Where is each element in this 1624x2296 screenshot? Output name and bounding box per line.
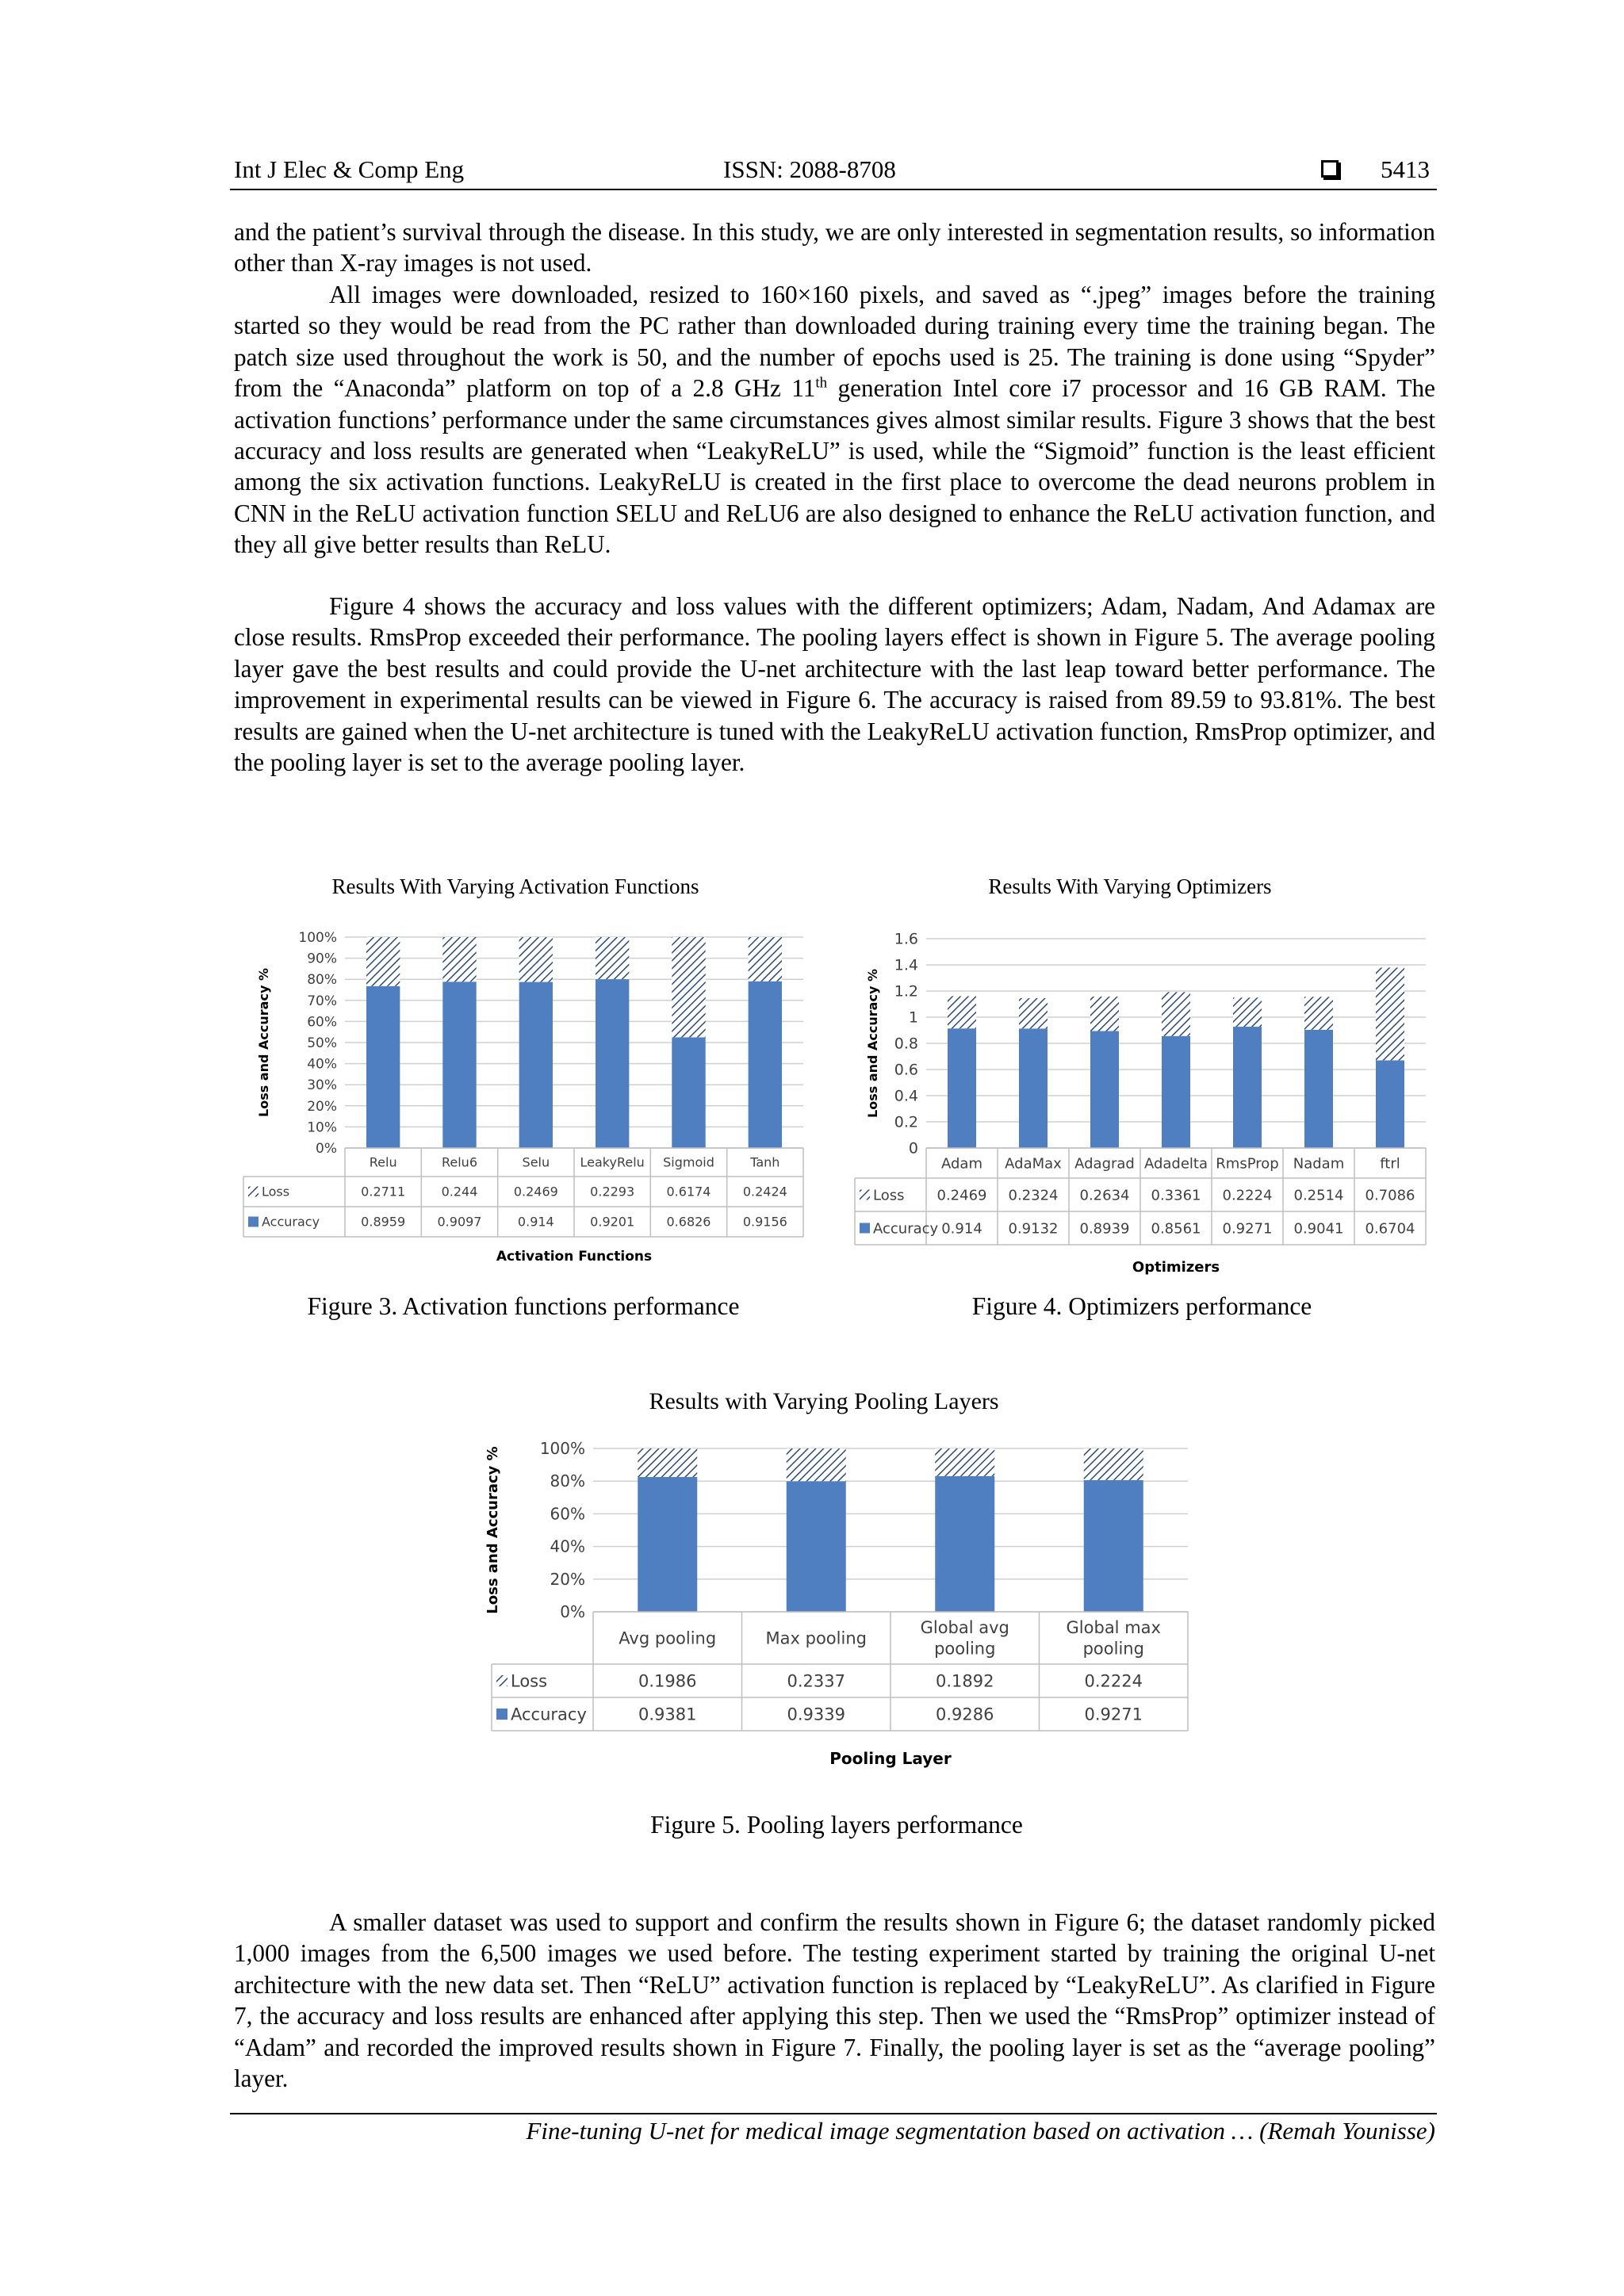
figure-3-caption: Figure 3. Activation functions performance xyxy=(307,1292,740,1320)
category-label: Nadam xyxy=(1293,1155,1345,1173)
bar-loss xyxy=(1090,997,1119,1031)
data-value: 0.9381 xyxy=(638,1705,697,1724)
category-label: LeakyRelu xyxy=(580,1154,645,1170)
data-value: 0.2224 xyxy=(1084,1671,1143,1691)
data-value: 0.2469 xyxy=(513,1184,558,1200)
y-tick-label: 0.6 xyxy=(894,1061,918,1079)
y-axis-label: Loss and Accuracy % xyxy=(256,968,271,1117)
bar-accuracy xyxy=(596,979,629,1148)
bar-loss xyxy=(1019,998,1048,1028)
category-label: ftrl xyxy=(1380,1155,1400,1173)
data-value: 0.9286 xyxy=(936,1705,994,1724)
data-value: 0.914 xyxy=(517,1214,554,1230)
data-value: 0.3361 xyxy=(1151,1187,1201,1204)
category-label: pooling xyxy=(934,1639,996,1659)
bar-loss xyxy=(935,1448,994,1476)
paragraph-2 xyxy=(234,279,1435,561)
legend-label: Accuracy xyxy=(262,1214,320,1230)
footer-rule xyxy=(230,2113,1437,2114)
y-axis-label: Loss and Accuracy % xyxy=(865,969,880,1118)
data-value: 0.914 xyxy=(941,1220,982,1238)
category-label: Selu xyxy=(522,1154,550,1170)
data-value: 0.9271 xyxy=(1084,1705,1143,1724)
legend-label: Loss xyxy=(262,1184,290,1200)
bar-loss xyxy=(948,996,976,1028)
bar-accuracy xyxy=(1233,1027,1262,1148)
y-tick-label: 0.2 xyxy=(894,1113,918,1131)
category-label: Adam xyxy=(941,1155,982,1173)
data-value: 0.6174 xyxy=(666,1184,711,1200)
data-value: 0.8959 xyxy=(361,1214,406,1230)
category-label: Global avg xyxy=(920,1618,1009,1638)
bar-loss xyxy=(787,1448,846,1481)
bar-accuracy xyxy=(787,1481,846,1612)
running-header-journal: Int J Elec & Comp Eng xyxy=(234,155,465,183)
running-header-issn: ISSN: 2088-8708 xyxy=(723,155,896,183)
y-tick-label: 90% xyxy=(307,951,337,967)
bar-accuracy xyxy=(638,1477,697,1612)
category-label: Relu xyxy=(369,1154,397,1170)
bar-loss xyxy=(749,937,782,982)
legend-label: Loss xyxy=(511,1671,548,1691)
data-value: 0.1892 xyxy=(936,1671,994,1691)
data-value: 0.2337 xyxy=(787,1671,845,1691)
bar-accuracy xyxy=(1090,1031,1119,1148)
y-tick-label: 80% xyxy=(550,1471,585,1491)
bar-accuracy xyxy=(442,982,476,1148)
figure-5-chart xyxy=(480,1376,1193,1788)
bar-loss xyxy=(1233,997,1262,1027)
data-value: 0.8561 xyxy=(1151,1220,1201,1238)
y-tick-label: 0.8 xyxy=(894,1035,918,1053)
category-label: Sigmoid xyxy=(663,1154,714,1170)
paragraph-2-part-b: generation Intel core i7 processor and 16 GB RAM. The activation functions’ performance under the same circumstances gives almost similar results. Figure 3 shows that the best accuracy and loss results are generated when “LeakyReLU” is used, while the “Sigmoid” function is the least efficient among the six activation functions. LeakyReLU is created in the first place to overcome the dead neurons problem in CNN in the ReLU activation function SELU and ReLU6 are also designed to enhance the ReLU activation function, and they all give better results than ReLU. xyxy=(234,374,1435,559)
y-tick-label: 10% xyxy=(307,1119,337,1136)
legend-key-accuracy xyxy=(248,1217,259,1227)
paragraph-4: A smaller dataset was used to support and confirm the results shown in Figure 6; the dataset randomly picked 1,000 images from the 6,500 images we used before. The testing experiment started by training the original U-net architecture with the new data set. Then “ReLU” activation function is replaced by “LeakyReLU”. As clarified in Figure 7, the accuracy and loss results are enhanced after applying this step. Then we used the “RmsProp” optimizer instead of “Adam” and recorded the improved results shown in Figure 7. Finally, the pooling layer is set as the “average pooling” layer. xyxy=(234,1908,1435,2093)
paragraph-2-part-a: All images were downloaded, resized to 160×160 pixels, and saved as “.jpeg” images before the training started so they would be read from the PC rather than downloaded during training every time the training began. The patch size used throughout the work is 50, and the number of epochs used is 25. The training is done using “Spyder” from the “Anaconda” platform on top of a 2.8 GHz 11 xyxy=(234,281,1435,403)
y-tick-label: 1.6 xyxy=(894,930,918,948)
header-rule xyxy=(230,189,1437,190)
data-value: 0.6704 xyxy=(1365,1220,1415,1238)
data-value: 0.6826 xyxy=(666,1214,711,1230)
data-value: 0.2514 xyxy=(1293,1187,1344,1204)
data-value: 0.9339 xyxy=(787,1705,845,1724)
data-value: 0.9132 xyxy=(1008,1220,1059,1238)
paragraph-3: Figure 4 shows the accuracy and loss values with the different optimizers; Adam, Nadam, And Adamax are close results. RmsProp exceeded their performance. The pooling layers effect is shown in Figure 5. The average pooling layer gave the best results and could provide the U-net architecture with the last leap toward better performance. The improvement in experimental results can be viewed in Figure 6. The accuracy is raised from 89.59 to 93.81%. The best results are gained when the U-net architecture is tuned with the LeakyReLU activation function, RmsProp optimizer, and the pooling layer is set to the average pooling layer. xyxy=(234,592,1435,777)
category-label: Global max xyxy=(1066,1618,1161,1638)
y-tick-label: 1.4 xyxy=(894,956,918,974)
data-value: 0.244 xyxy=(441,1184,478,1200)
figure-4-caption: Figure 4. Optimizers performance xyxy=(971,1292,1312,1320)
y-tick-label: 1 xyxy=(908,1008,918,1027)
legend-key-loss xyxy=(496,1675,508,1686)
bar-accuracy xyxy=(1084,1480,1143,1612)
y-tick-label: 50% xyxy=(307,1035,337,1051)
x-axis-label: Activation Functions xyxy=(496,1249,653,1265)
data-value: 0.2634 xyxy=(1079,1187,1130,1204)
y-axis-label: Loss and Accuracy % xyxy=(485,1446,501,1614)
legend-label: Loss xyxy=(873,1187,905,1204)
category-label: Tanh xyxy=(750,1154,780,1170)
paragraph-2-superscript: th xyxy=(815,374,828,392)
y-tick-label: 20% xyxy=(550,1569,585,1589)
bar-accuracy xyxy=(1376,1060,1404,1148)
figure-3-chart xyxy=(234,864,813,1269)
data-value: 0.2324 xyxy=(1008,1187,1059,1204)
category-label: pooling xyxy=(1082,1639,1144,1659)
x-axis-label: Pooling Layer xyxy=(829,1749,952,1768)
bar-accuracy xyxy=(749,982,782,1148)
y-tick-label: 60% xyxy=(307,1014,337,1031)
category-label: RmsProp xyxy=(1216,1155,1279,1173)
figure-5-caption: Figure 5. Pooling layers performance xyxy=(650,1811,1023,1839)
y-tick-label: 0% xyxy=(560,1602,585,1621)
y-tick-label: 40% xyxy=(550,1536,585,1556)
bar-accuracy xyxy=(1304,1030,1333,1148)
bar-accuracy xyxy=(1019,1028,1048,1148)
data-value: 0.2224 xyxy=(1222,1187,1273,1204)
chart-title: Results With Varying Activation Functions xyxy=(331,874,699,898)
data-value: 0.2424 xyxy=(742,1184,787,1200)
data-value: 0.2711 xyxy=(361,1184,406,1200)
bar-accuracy xyxy=(672,1037,705,1148)
y-tick-label: 70% xyxy=(307,993,337,1009)
paragraph-1: and the patient’s survival through the disease. In this study, we are only interested in segmentation results, so information other than X-ray images is not used. xyxy=(234,218,1435,277)
bar-loss xyxy=(638,1448,697,1477)
page-number: 5413 xyxy=(1381,155,1430,183)
bar-accuracy xyxy=(519,982,553,1148)
chart-title: Results With Varying Optimizers xyxy=(988,874,1272,898)
x-axis-label: Optimizers xyxy=(1132,1259,1220,1276)
category-label: Adagrad xyxy=(1074,1155,1135,1173)
y-tick-label: 100% xyxy=(539,1439,585,1458)
square-bullet-icon xyxy=(1321,160,1339,178)
category-label: Adadelta xyxy=(1143,1155,1208,1173)
legend-key-accuracy xyxy=(496,1709,508,1720)
data-value: 0.1986 xyxy=(638,1671,697,1691)
data-value: 0.9097 xyxy=(437,1214,482,1230)
y-tick-label: 80% xyxy=(307,972,337,989)
y-tick-label: 1.2 xyxy=(894,982,918,1001)
running-footer: Fine-tuning U-net for medical image segmentation based on activation … (Remah Younisse) xyxy=(526,2117,1435,2145)
y-tick-label: 0% xyxy=(316,1140,337,1157)
legend-label: Accuracy xyxy=(873,1220,939,1238)
data-value: 0.9271 xyxy=(1222,1220,1273,1238)
bar-accuracy xyxy=(366,986,400,1148)
bar-loss xyxy=(596,937,629,979)
bar-loss xyxy=(442,937,476,982)
data-value: 0.9201 xyxy=(590,1214,635,1230)
bar-loss xyxy=(519,937,553,982)
data-value: 0.2293 xyxy=(590,1184,635,1200)
bar-loss xyxy=(1162,992,1190,1035)
legend-key-loss xyxy=(248,1187,259,1197)
legend-label: Accuracy xyxy=(511,1705,587,1724)
data-value: 0.9156 xyxy=(742,1214,787,1230)
data-value: 0.8939 xyxy=(1079,1220,1130,1238)
bar-loss xyxy=(1376,967,1404,1060)
bar-loss xyxy=(1304,997,1333,1029)
bar-accuracy xyxy=(1162,1036,1190,1148)
bar-loss xyxy=(672,937,705,1037)
legend-key-accuracy xyxy=(860,1223,870,1234)
category-label: Max pooling xyxy=(765,1628,867,1648)
y-tick-label: 0.4 xyxy=(894,1087,918,1105)
y-tick-label: 100% xyxy=(298,929,337,946)
figure-4-chart xyxy=(848,864,1435,1276)
legend-key-loss xyxy=(860,1190,870,1200)
category-label: Relu6 xyxy=(441,1154,478,1170)
data-value: 0.9041 xyxy=(1293,1220,1344,1238)
bar-loss xyxy=(1084,1448,1143,1480)
bar-accuracy xyxy=(935,1476,994,1612)
y-tick-label: 60% xyxy=(550,1504,585,1524)
y-tick-label: 20% xyxy=(307,1098,337,1115)
category-label: Avg pooling xyxy=(619,1628,717,1648)
y-tick-label: 0 xyxy=(908,1139,918,1158)
y-tick-label: 30% xyxy=(307,1077,337,1094)
data-value: 0.2469 xyxy=(936,1187,987,1204)
category-label: AdaMax xyxy=(1005,1155,1062,1173)
chart-title: Results with Varying Pooling Layers xyxy=(649,1388,999,1414)
bar-loss xyxy=(366,937,400,986)
y-tick-label: 40% xyxy=(307,1056,337,1073)
bar-accuracy xyxy=(948,1028,976,1148)
data-value: 0.7086 xyxy=(1365,1187,1415,1204)
